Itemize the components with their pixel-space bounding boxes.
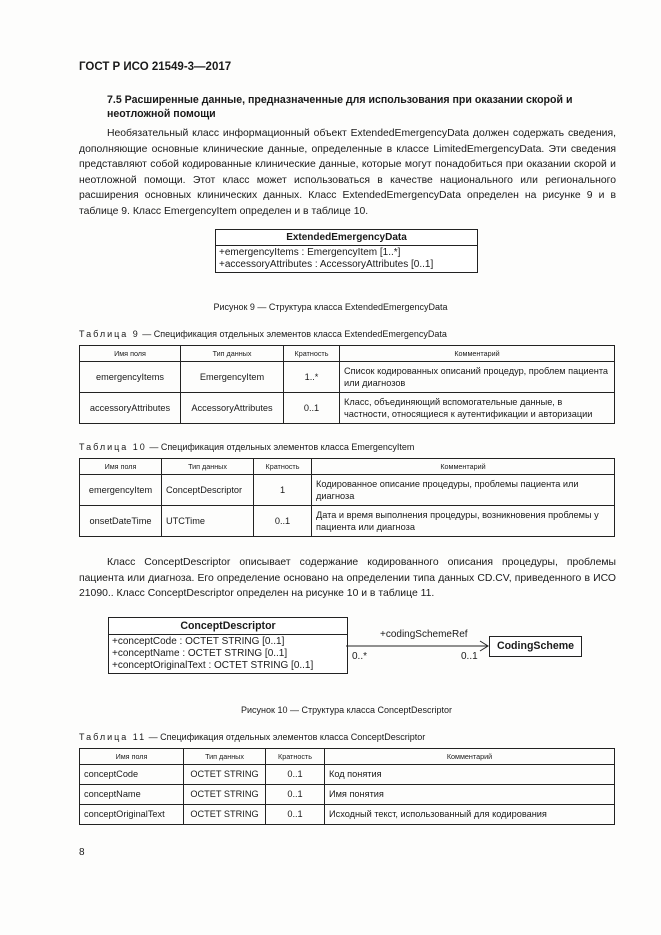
page-number: 8	[79, 847, 85, 858]
table-header-row	[80, 459, 615, 475]
cell-multiplicity: 0..1	[266, 785, 325, 805]
table-title: — Спецификация отдельных элементов класса ConceptDescriptor	[146, 732, 426, 742]
cell-comment: Список кодированных описаний процедур, проблем пациента или диагнозов	[340, 362, 615, 393]
column-header: Комментарий	[312, 459, 615, 475]
column-header: Кратность	[284, 346, 340, 362]
column-header: Имя поля	[80, 346, 181, 362]
table-row	[80, 805, 615, 825]
uml-class-extended-emergency-data	[215, 229, 478, 273]
cell-field-name: conceptName	[80, 785, 184, 805]
table-11	[79, 748, 615, 825]
cell-data-type: OCTET STRING	[184, 765, 266, 785]
standard-code: ГОСТ Р ИСО 21549-3—2017	[79, 61, 232, 73]
table-header-row	[80, 346, 615, 362]
cell-field-name: accessoryAttributes	[80, 393, 181, 424]
figure-10-caption: Рисунок 10 — Структура класса ConceptDescriptor	[241, 705, 452, 715]
cell-data-type: UTCTime	[162, 506, 254, 537]
cell-field-name: conceptOriginalText	[80, 805, 184, 825]
cell-field-name: conceptCode	[80, 765, 184, 785]
cell-data-type: EmergencyItem	[181, 362, 284, 393]
column-header: Тип данных	[162, 459, 254, 475]
cell-multiplicity: 0..1	[254, 506, 312, 537]
table-10-caption	[79, 442, 414, 452]
cell-comment: Имя понятия	[325, 785, 615, 805]
column-header: Кратность	[254, 459, 312, 475]
cell-comment: Исходный текст, использованный для кодирования	[325, 805, 615, 825]
cell-comment: Кодированное описание процедуры, проблемы пациента или диагноза	[312, 475, 615, 506]
column-header: Имя поля	[80, 459, 162, 475]
cell-comment: Класс, объединяющий вспомогательные данные, в частности, относящиеся к аутентификации и авторизации	[340, 393, 615, 424]
uml-class-name: ConceptDescriptor	[109, 618, 347, 635]
cell-field-name: onsetDateTime	[80, 506, 162, 537]
uml-attribute: +accessoryAttributes : AccessoryAttributes [0..1]	[219, 259, 434, 270]
section-title: 7.5 Расширенные данные, предназначенные для использования при оказании скорой и неотложной помощи	[107, 94, 573, 120]
table-row	[80, 765, 615, 785]
table-label: Таблица 11	[79, 732, 147, 742]
table-label: Таблица 10	[79, 442, 147, 452]
column-header: Комментарий	[325, 749, 615, 765]
column-header: Кратность	[266, 749, 325, 765]
column-header: Тип данных	[181, 346, 284, 362]
cell-data-type: OCTET STRING	[184, 805, 266, 825]
cell-multiplicity: 0..1	[284, 393, 340, 424]
table-row	[80, 362, 615, 393]
table-row	[80, 393, 615, 424]
association-role: +codingSchemeRef	[380, 629, 468, 640]
cell-multiplicity: 0..1	[266, 765, 325, 785]
uml-class-concept-descriptor	[108, 617, 348, 674]
cell-comment: Дата и время выполнения процедуры, возникновения проблемы у пациента или диагноза	[312, 506, 615, 537]
target-multiplicity: 0..1	[461, 651, 478, 662]
column-header: Комментарий	[340, 346, 615, 362]
uml-attribute: +conceptOriginalText : OCTET STRING [0..1]	[112, 660, 314, 671]
table-row	[80, 475, 615, 506]
table-label: Таблица 9	[79, 329, 140, 339]
table-header-row	[80, 749, 615, 765]
cell-field-name: emergencyItems	[80, 362, 181, 393]
cell-data-type: ConceptDescriptor	[162, 475, 254, 506]
column-header: Тип данных	[184, 749, 266, 765]
cell-field-name: emergencyItem	[80, 475, 162, 506]
figure-9-caption: Рисунок 9 — Структура класса ExtendedEmergencyData	[213, 302, 448, 312]
uml-attribute: +emergencyItems : EmergencyItem [1..*]	[219, 247, 401, 258]
cell-comment: Код понятия	[325, 765, 615, 785]
table-row	[80, 506, 615, 537]
table-11-caption	[79, 732, 425, 742]
uml-attribute: +conceptName : OCTET STRING [0..1]	[112, 648, 288, 659]
cell-multiplicity: 1..*	[284, 362, 340, 393]
uml-class-name: ExtendedEmergencyData	[216, 230, 477, 246]
paragraph-1: Необязательный класс информационный объект ExtendedEmergencyData должен содержать сведения, дополняющие основные клинические данные, определенные в классе LimitedEmergencyData. Эти сведения представляют собой кодированные клинические данные, которые могут понадобиться при оказании скорой и неотложной помощи. Этот класс может использоваться в качестве национального или регионального расширения основных клинических данных. Класс ExtendedEmergencyData определен на рисунке 9 и в таблице 9. Класс EmergencyItem определен и в таблице 10.	[79, 128, 616, 217]
uml-attribute: +conceptCode : OCTET STRING [0..1]	[112, 636, 285, 647]
cell-multiplicity: 1	[254, 475, 312, 506]
source-multiplicity: 0..*	[352, 651, 368, 662]
cell-data-type: AccessoryAttributes	[181, 393, 284, 424]
table-9-caption	[79, 329, 447, 339]
uml-attributes	[109, 635, 347, 673]
column-header: Имя поля	[80, 749, 184, 765]
paragraph-2: Класс ConceptDescriptor описывает содержание кодированного описания процедуры, проблемы пациента или диагноза. Его определение основано на определении типа данных CD.CV, приведенного в ИСО 21090.. Класс ConceptDescriptor определен на рисунке 10 и в таблице 11.	[79, 557, 616, 600]
cell-data-type: OCTET STRING	[184, 785, 266, 805]
table-row	[80, 785, 615, 805]
uml-class-coding-scheme: CodingScheme	[489, 636, 582, 657]
table-title: — Спецификация отдельных элементов класса ExtendedEmergencyData	[139, 329, 447, 339]
cell-multiplicity: 0..1	[266, 805, 325, 825]
uml-attributes	[216, 246, 477, 272]
table-9	[79, 345, 615, 424]
table-10	[79, 458, 615, 537]
table-title: — Спецификация отдельных элементов класса EmergencyItem	[146, 442, 415, 452]
